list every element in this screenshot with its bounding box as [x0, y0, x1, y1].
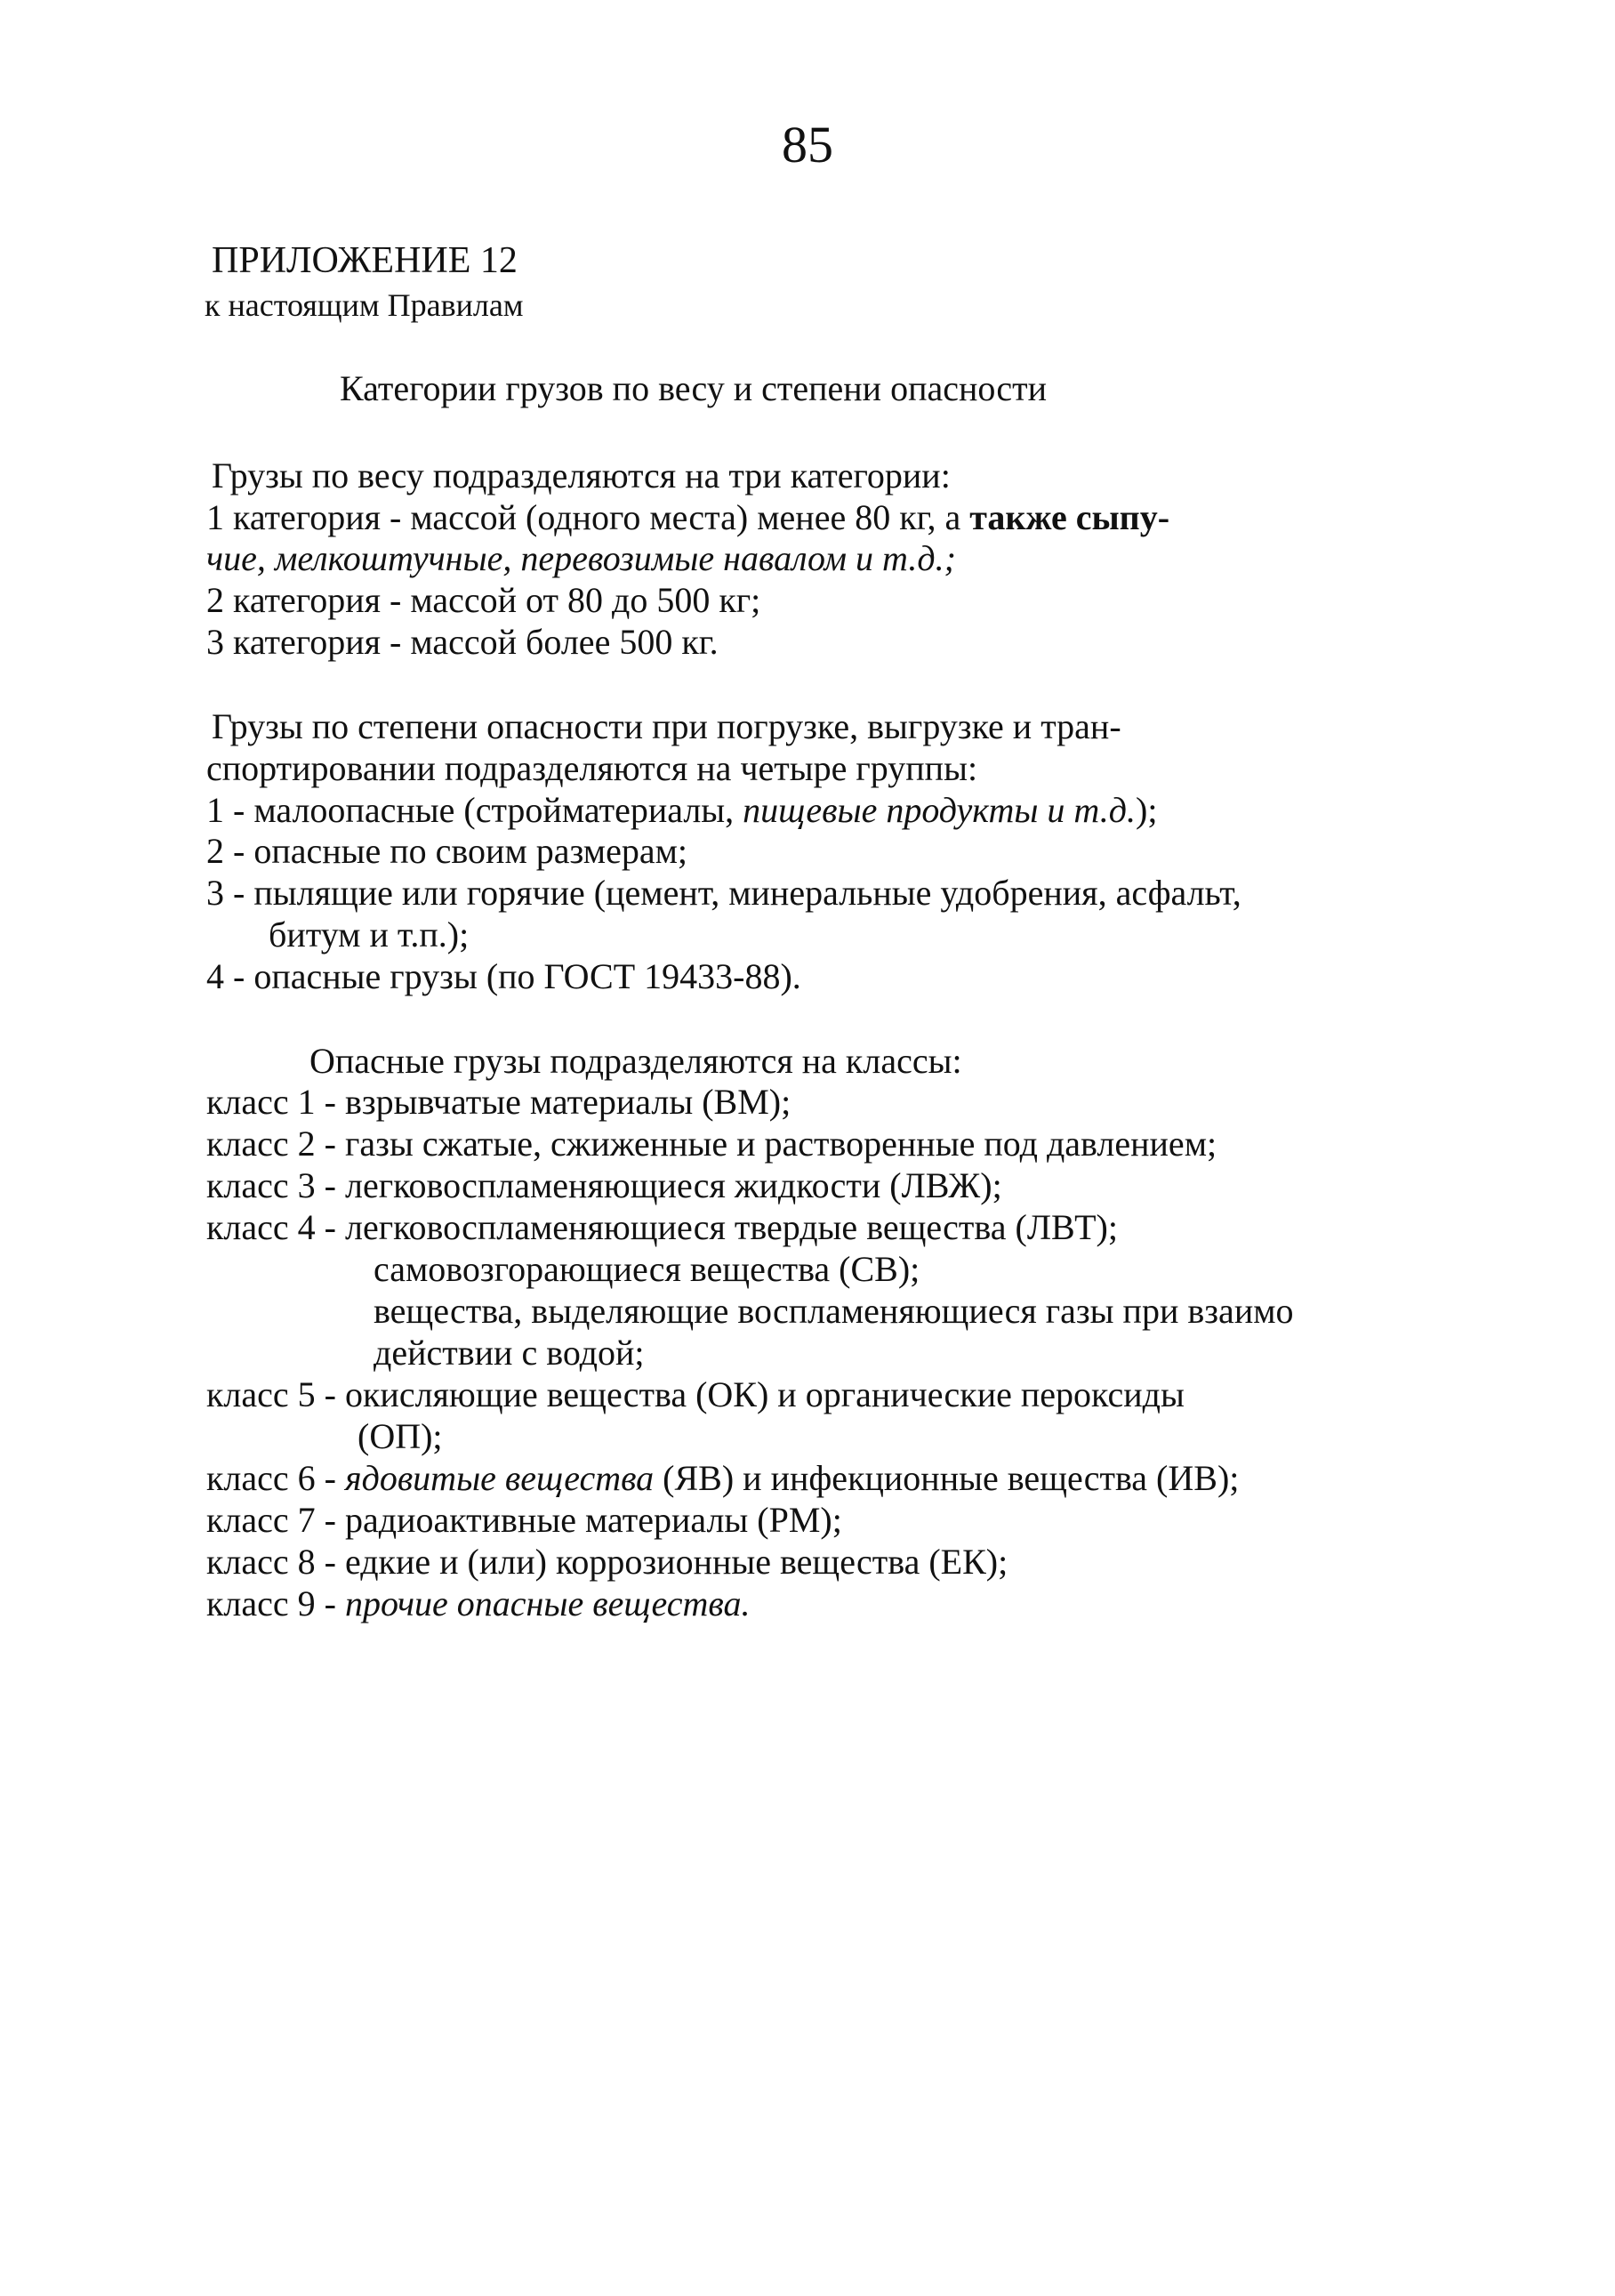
class-4-line-3: вещества, выделяющие воспламеняющиеся газы при взаимо: [374, 1291, 1294, 1331]
weight-intro: Грузы по весу подразделяются на три категории:: [212, 455, 951, 495]
class-7: класс 7 - радиоактивные материалы (РМ);: [206, 1500, 842, 1540]
danger-group-4: 4 - опасные грузы (по ГОСТ 19433-88).: [206, 956, 801, 996]
class-2: класс 2 - газы сжатые, сжиженные и растворенные под давлением;: [206, 1124, 1217, 1164]
class-3: класс 3 - легковоспламеняющиеся жидкости (ЛВЖ);: [206, 1165, 1002, 1205]
class-6-prefix: класс 6 -: [206, 1458, 345, 1498]
class-5-continued: (ОП);: [358, 1416, 443, 1456]
danger-group-3: 3 - пылящие или горячие (цемент, минеральные удобрения, асфальт,: [206, 873, 1241, 913]
danger-intro-line-2: спортировании подразделяются на четыре группы:: [206, 748, 978, 788]
class-9-italic: прочие опасные вещества.: [344, 1583, 751, 1623]
danger-group-3-continued: битум и т.п.);: [269, 914, 470, 955]
class-4: класс 4 - легковоспламеняющиеся твердые вещества (ЛВТ);: [206, 1207, 1118, 1247]
class-9-prefix: класс 9 -: [206, 1583, 345, 1623]
section-heading: Категории грузов по весу и степени опасности: [340, 368, 1048, 408]
weight-category-1-text: 1 категория - массой (одного места) менее 80 кг, а: [206, 497, 970, 537]
danger-group-2: 2 - опасные по своим размерам;: [206, 831, 687, 871]
weight-category-1-bold: также сыпу-: [969, 497, 1170, 537]
danger-group-1-text: 1 - малоопасные (стройматериалы,: [206, 790, 743, 830]
appendix-subtitle: к настоящим Правилам: [205, 287, 524, 323]
appendix-title: ПРИЛОЖЕНИЕ 12: [212, 240, 518, 281]
class-6-rest: (ЯВ) и инфекционные вещества (ИВ);: [654, 1458, 1240, 1498]
danger-intro-line-1: Грузы по степени опасности при погрузке, выгрузке и тран-: [212, 706, 1121, 746]
class-8: класс 8 - едкие и (или) коррозионные вещества (ЕК);: [206, 1542, 1008, 1582]
danger-group-1: [206, 788, 1157, 833]
class-9: [206, 1582, 751, 1626]
class-5: класс 5 - окисляющие вещества (ОК) и органические пероксиды: [206, 1374, 1185, 1414]
weight-category-2: 2 категория - массой от 80 до 500 кг;: [206, 580, 761, 620]
danger-group-1-end: );: [1136, 790, 1158, 830]
classes-intro: Опасные грузы подразделяются на классы:: [309, 1041, 962, 1081]
class-6: [206, 1456, 1239, 1501]
weight-category-1: [206, 495, 1169, 540]
class-1: класс 1 - взрывчатые материалы (ВМ);: [206, 1082, 791, 1122]
class-4-line-2: самовозгорающиеся вещества (СВ);: [374, 1249, 920, 1289]
page-number: 85: [782, 116, 833, 173]
class-4-line-4: действии с водой;: [374, 1333, 645, 1373]
danger-group-1-italic: пищевые продукты и т.д.: [743, 790, 1137, 830]
weight-category-3: 3 категория - массой более 500 кг.: [206, 622, 719, 662]
class-6-italic: ядовитые вещества: [344, 1458, 655, 1498]
weight-category-1-continued: чие, мелкоштучные, перевозимые навалом и т.д.;: [206, 538, 956, 578]
